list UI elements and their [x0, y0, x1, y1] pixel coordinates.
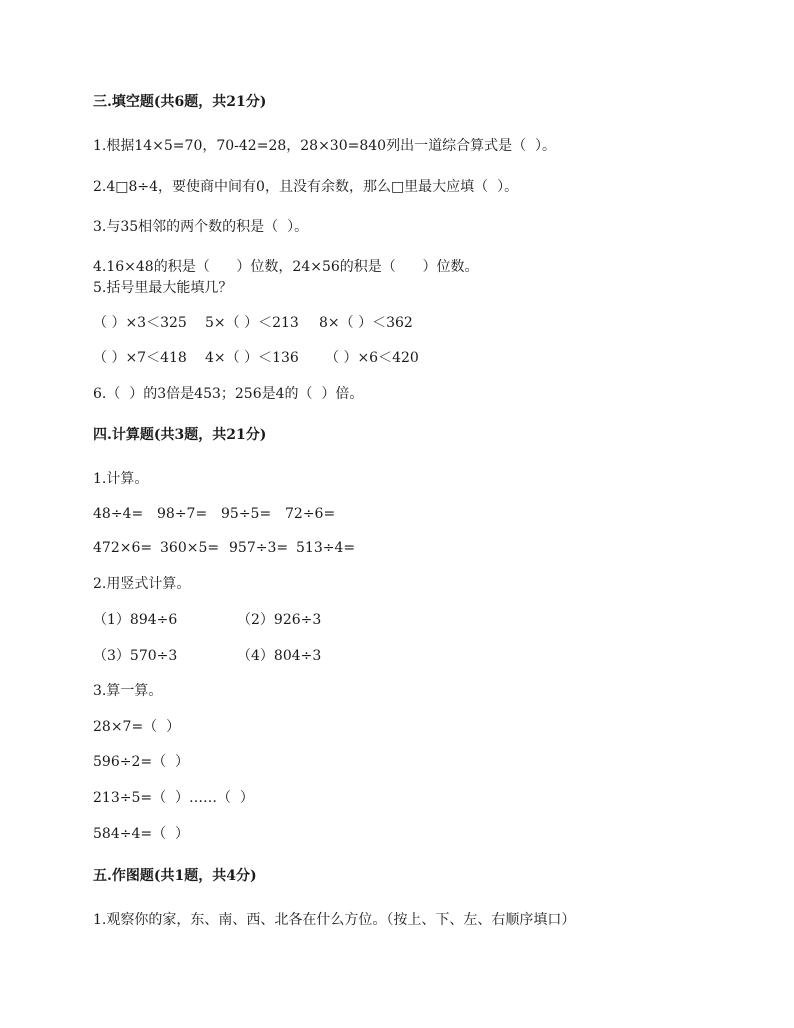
inequality-item: （ ）×6＜420 — [325, 350, 419, 366]
section-3-heading: 三.填空题(共6题，共21分) — [93, 94, 267, 110]
inequality-item: （ ）×3＜325 — [93, 315, 187, 331]
inequality-item: 8×（ ）＜362 — [319, 315, 413, 331]
question-3-5-row-1 — [93, 314, 413, 332]
question-4-3-item: 596÷2=（ ） — [93, 754, 189, 770]
inequality-item: （ ）×7＜418 — [93, 350, 187, 366]
section-5-heading: 五.作图题(共1题，共4分) — [93, 868, 257, 884]
question-4-2-row-1 — [93, 611, 321, 629]
question-3-4: 4.16×48的积是（ ）位数，24×56的积是（ ）位数。 — [93, 259, 479, 275]
question-4-3-title: 3.算一算。 — [93, 683, 163, 699]
question-3-5: 5.括号里最大能填几？ — [93, 280, 233, 296]
calc-item: 957÷3= — [229, 540, 289, 556]
inequality-item: 5×（ ）＜213 — [205, 315, 299, 331]
inequality-item: 4×（ ）＜136 — [205, 350, 299, 366]
calc-item: 95÷5= — [221, 506, 272, 522]
question-4-2-row-2 — [93, 647, 321, 665]
question-4-1-row-2 — [93, 539, 355, 557]
question-3-5-row-2 — [93, 349, 419, 367]
question-4-3-item: 213÷5=（ ）……（ ） — [93, 790, 254, 806]
question-5-1: 1.观察你的家，东、南、西、北各在什么方位。（按上、下、左、右顺序填口） — [93, 912, 576, 928]
question-4-3-item: 28×7=（ ） — [93, 719, 181, 735]
calc-item: 472×6= — [93, 540, 153, 556]
question-4-1-row-1 — [93, 505, 335, 523]
question-3-1: 1.根据14×5=70，70-42=28，28×30=840列出一道综合算式是（ ）。 — [93, 138, 556, 154]
section-4-heading: 四.计算题(共3题，共21分) — [93, 427, 267, 443]
vertical-calc-item: （4）804÷3 — [237, 648, 322, 664]
question-3-6: 6.（ ）的3倍是453；256是4的（ ）倍。 — [93, 386, 364, 402]
vertical-calc-item: （1）894÷6 — [93, 612, 178, 628]
vertical-calc-item: （2）926÷3 — [237, 612, 322, 628]
vertical-calc-item: （3）570÷3 — [93, 648, 178, 664]
question-4-2-title: 2.用竖式计算。 — [93, 576, 191, 592]
question-4-3-item: 584÷4=（ ） — [93, 826, 189, 842]
calc-item: 72÷6= — [285, 506, 336, 522]
calc-item: 98÷7= — [157, 506, 208, 522]
question-3-2: 2.4□8÷4，要使商中间有0，且没有余数，那么□里最大应填（ ）。 — [93, 179, 519, 195]
question-4-1-title: 1.计算。 — [93, 471, 149, 487]
calc-item: 513÷4= — [296, 540, 356, 556]
calc-item: 360×5= — [160, 540, 220, 556]
calc-item: 48÷4= — [93, 506, 144, 522]
question-3-3: 3.与35相邻的两个数的积是（ ）。 — [93, 219, 309, 235]
